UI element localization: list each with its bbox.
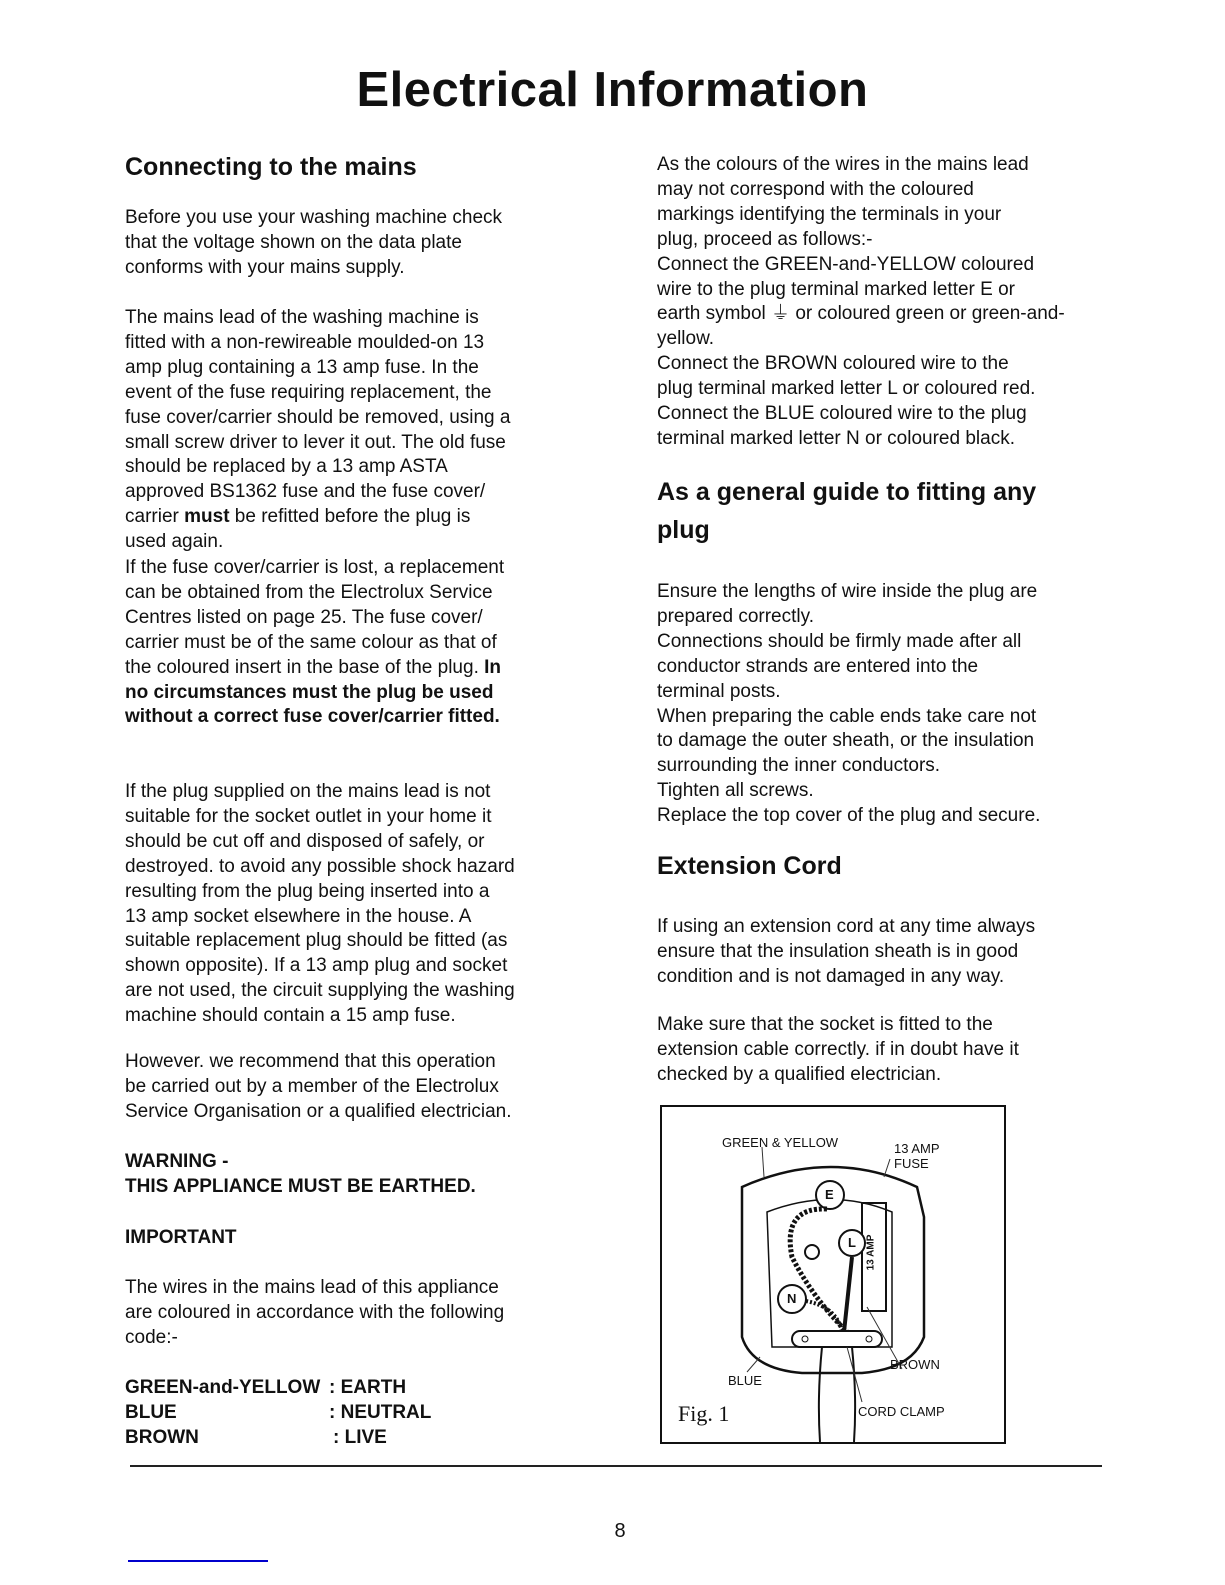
paragraph-wire-connections: As the colours of the wires in the mains lead may not correspond with the coloured markings identifying the terminals in your plug, proceed as follows:- Connect the GREEN-and-YELLOW coloured wire to the plug terminal marked letter E or earth symbol ⏚ or coloured green or green-and- yellow. Connect the BROWN coloured wire to the plug terminal marked letter L or coloured red. Connect the BLUE coloured wire to the plug terminal marked letter N or coloured black. xyxy=(657,154,1065,449)
figure-caption: Fig. 1 xyxy=(678,1401,730,1426)
paragraph-recommend: However. we recommend that this operation be carried out by a member of the Electrolux Service Organisation or a qualified electrician. xyxy=(125,1051,512,1122)
heading-connecting-mains: Connecting to the mains xyxy=(125,153,417,181)
paragraph-extension-cord: If using an extension cord at any time always ensure that the insulation sheath is in good condition and is not damaged in any way. xyxy=(657,916,1036,987)
code-row xyxy=(125,1401,431,1426)
code-row xyxy=(125,1426,431,1451)
page-title: Electrical Information xyxy=(356,63,869,117)
label-blue: BLUE xyxy=(728,1373,762,1388)
wire-colour-code xyxy=(125,1376,431,1450)
paragraph-moulded-plug xyxy=(125,306,575,555)
code-row xyxy=(125,1376,431,1401)
plug-diagram xyxy=(662,1107,1004,1442)
important-label: IMPORTANT xyxy=(125,1227,237,1248)
footer-divider xyxy=(130,1465,1102,1467)
heading-extension-cord: Extension Cord xyxy=(657,852,842,880)
label-brown: BROWN xyxy=(890,1357,940,1372)
label-cord-clamp: CORD CLAMP xyxy=(858,1404,945,1419)
paragraph-voltage-check: Before you use your washing machine check that the voltage shown on the data plate conforms with your mains supply. xyxy=(125,207,503,278)
plug-wiring-figure xyxy=(660,1105,1006,1444)
text: If the fuse cover/carrier is lost, a replacement can be obtained from the Electrolux Service Centres listed on page 25. The fuse cover/ carrier must be of the same colour as that of the coloured insert in the base of the plug. xyxy=(125,557,505,678)
terminal-e-label: E xyxy=(825,1187,834,1202)
text: be refitted before the plug is used again. xyxy=(125,506,471,553)
wire-colour: BLUE xyxy=(125,1401,177,1423)
paragraph-wire-code: The wires in the mains lead of this appliance are coloured in accordance with the following code:- xyxy=(125,1277,505,1348)
paragraph-socket-fitting: Make sure that the socket is fitted to the extension cable correctly. if in doubt have it checked by a qualified electrician. xyxy=(657,1014,1019,1085)
page-number: 8 xyxy=(614,1520,626,1542)
wire-meaning: : LIVE xyxy=(333,1426,387,1448)
label-fuse: 13 AMP FUSE xyxy=(894,1141,940,1171)
wire-colour: GREEN-and-YELLOW xyxy=(125,1377,321,1398)
text: The mains lead of the washing machine is fitted with a non-rewireable moulded-on 13 amp plug containing a 13 amp fuse. In the event of the fuse requiring replacement, the fuse cover/carrier should be removed, using a small screw driver to lever it out. The old fuse should be replaced by a 13 amp ASTA approved BS1362 fuse and the fuse cover/ carrier xyxy=(125,307,511,528)
terminal-l-label: L xyxy=(848,1235,856,1250)
wire-meaning: : NEUTRAL xyxy=(329,1401,432,1423)
paragraph-unsuitable-plug: If the plug supplied on the mains lead is not suitable for the socket outlet in your home it should be cut off and disposed of safely, or destroyed. to avoid any possible shock hazard resulting from the plug being inserted into a 13 amp socket elsewhere in the house. A suitable replacement plug should be fitted (as shown opposite). If a 13 amp plug and socket are not used, the circuit supplying the washing machine should contain a 15 amp fuse. xyxy=(125,781,515,1027)
terminal-n-label: N xyxy=(787,1291,797,1306)
emphasis-must: must xyxy=(184,506,230,528)
wire-colour: BROWN xyxy=(125,1426,199,1448)
fuse-body-label: 13 AMP xyxy=(865,1234,877,1271)
blue-underline xyxy=(128,1560,268,1562)
paragraph-fitting-guide: Ensure the lengths of wire inside the plug are prepared correctly. Connections should be firmly made after all conductor strands are entered into the terminal posts. When preparing the cable ends take care not to damage the outer sheath, or the insulation surrounding the inner conductors. Tighten all screws. Replace the top cover of the plug and secure. xyxy=(657,581,1041,827)
heading-general-guide: As a general guide to fitting any plug xyxy=(657,478,1037,544)
paragraph-fuse-cover-lost xyxy=(125,556,575,730)
earthing-warning: WARNING - THIS APPLIANCE MUST BE EARTHED. xyxy=(125,1151,476,1197)
wire-meaning: : EARTH xyxy=(329,1377,407,1398)
emphasis-warning: In no circumstances must the plug be used without a correct fuse cover/carrier fitted. xyxy=(125,656,502,728)
label-green-yellow: GREEN & YELLOW xyxy=(722,1135,839,1150)
